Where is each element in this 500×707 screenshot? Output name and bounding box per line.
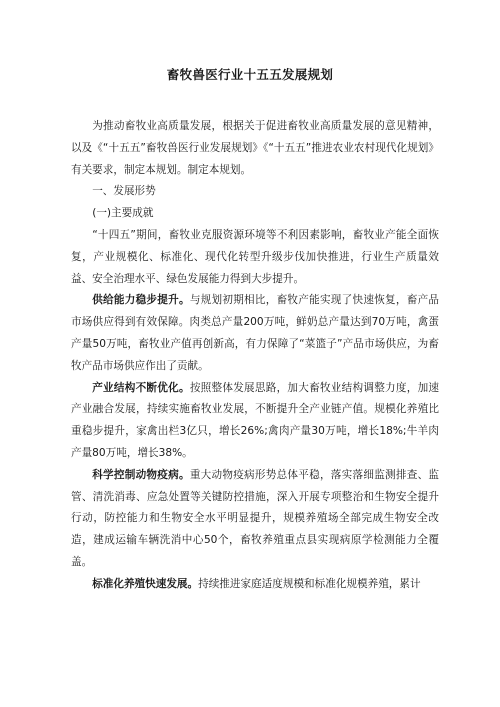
document-body [71,116,439,596]
structure-lead: 产业结构不断优化。 [92,381,190,394]
structure-paragraph [71,378,439,465]
standard-text: 持续推进家庭适度规模和标准化规模养殖，累计 [198,577,421,590]
standard-paragraph [71,574,439,596]
epidemic-text: 重大动物疫病形势总体平稳，落实落细监测排查、监管、清洗消毒、应急处置等关键防控措施，深入开展专项整治和生物安全提升行动，防控能力和生物安全水平明显提升，规模养殖场全部完成生物安全改造，建成运输车辆洗消中心50个，畜牧养殖重点县实现病原学检测能力全覆盖。 [71,468,440,568]
supply-text: 与规划初期相比，畜牧产能实现了快速恢复，畜产品市场供应得到有效保障。肉类总产量200万吨，鲜奶总产量达到70万吨，禽蛋产量50万吨，畜牧业产值再创新高，有力保障了“菜篮子”产品市场供应，为畜牧产品市场供应作出了贡献。 [71,294,440,372]
overview-paragraph: “十四五”期间，畜牧业克服资源环境等不利因素影响，畜牧业产能全面恢复，产业规模化、标准化、现代化转型升级步伐加快推进，行业生产质量效益、安全治理水平、绿色发展能力得到大步提升。 [71,228,439,285]
intro-paragraph: 为推动畜牧业高质量发展，根据关于促进畜牧业高质量发展的意见精神，以及《“十五五”畜牧兽医行业发展规划》《“十五五”推进农业农村现代化规划》有关要求，制定本规划。制定本规划。 [71,120,439,176]
supply-paragraph [71,290,439,377]
document-title: 畜牧兽医行业十五五发展规划 [166,67,334,82]
epidemic-paragraph [71,465,439,574]
section-heading-development-situation: 一、发展形势 [92,185,156,198]
standard-lead: 标准化养殖快速发展。 [92,577,199,590]
epidemic-lead: 科学控制动物疫病。 [92,468,190,481]
subsection-heading-main-achievements: (一)主要成就 [92,207,154,220]
structure-text: 按照整体发展思路，加大畜牧业结构调整力度，加速产业融合发展，持续实施畜牧业发展，不断提升全产业链产值。规模化养殖比重稳步提升，家禽出栏3亿只，增长26%;禽肉产量30万吨，增长18%;牛羊肉产量80万吨，增长38%。 [71,381,440,459]
supply-lead: 供给能力稳步提升。 [92,294,190,307]
